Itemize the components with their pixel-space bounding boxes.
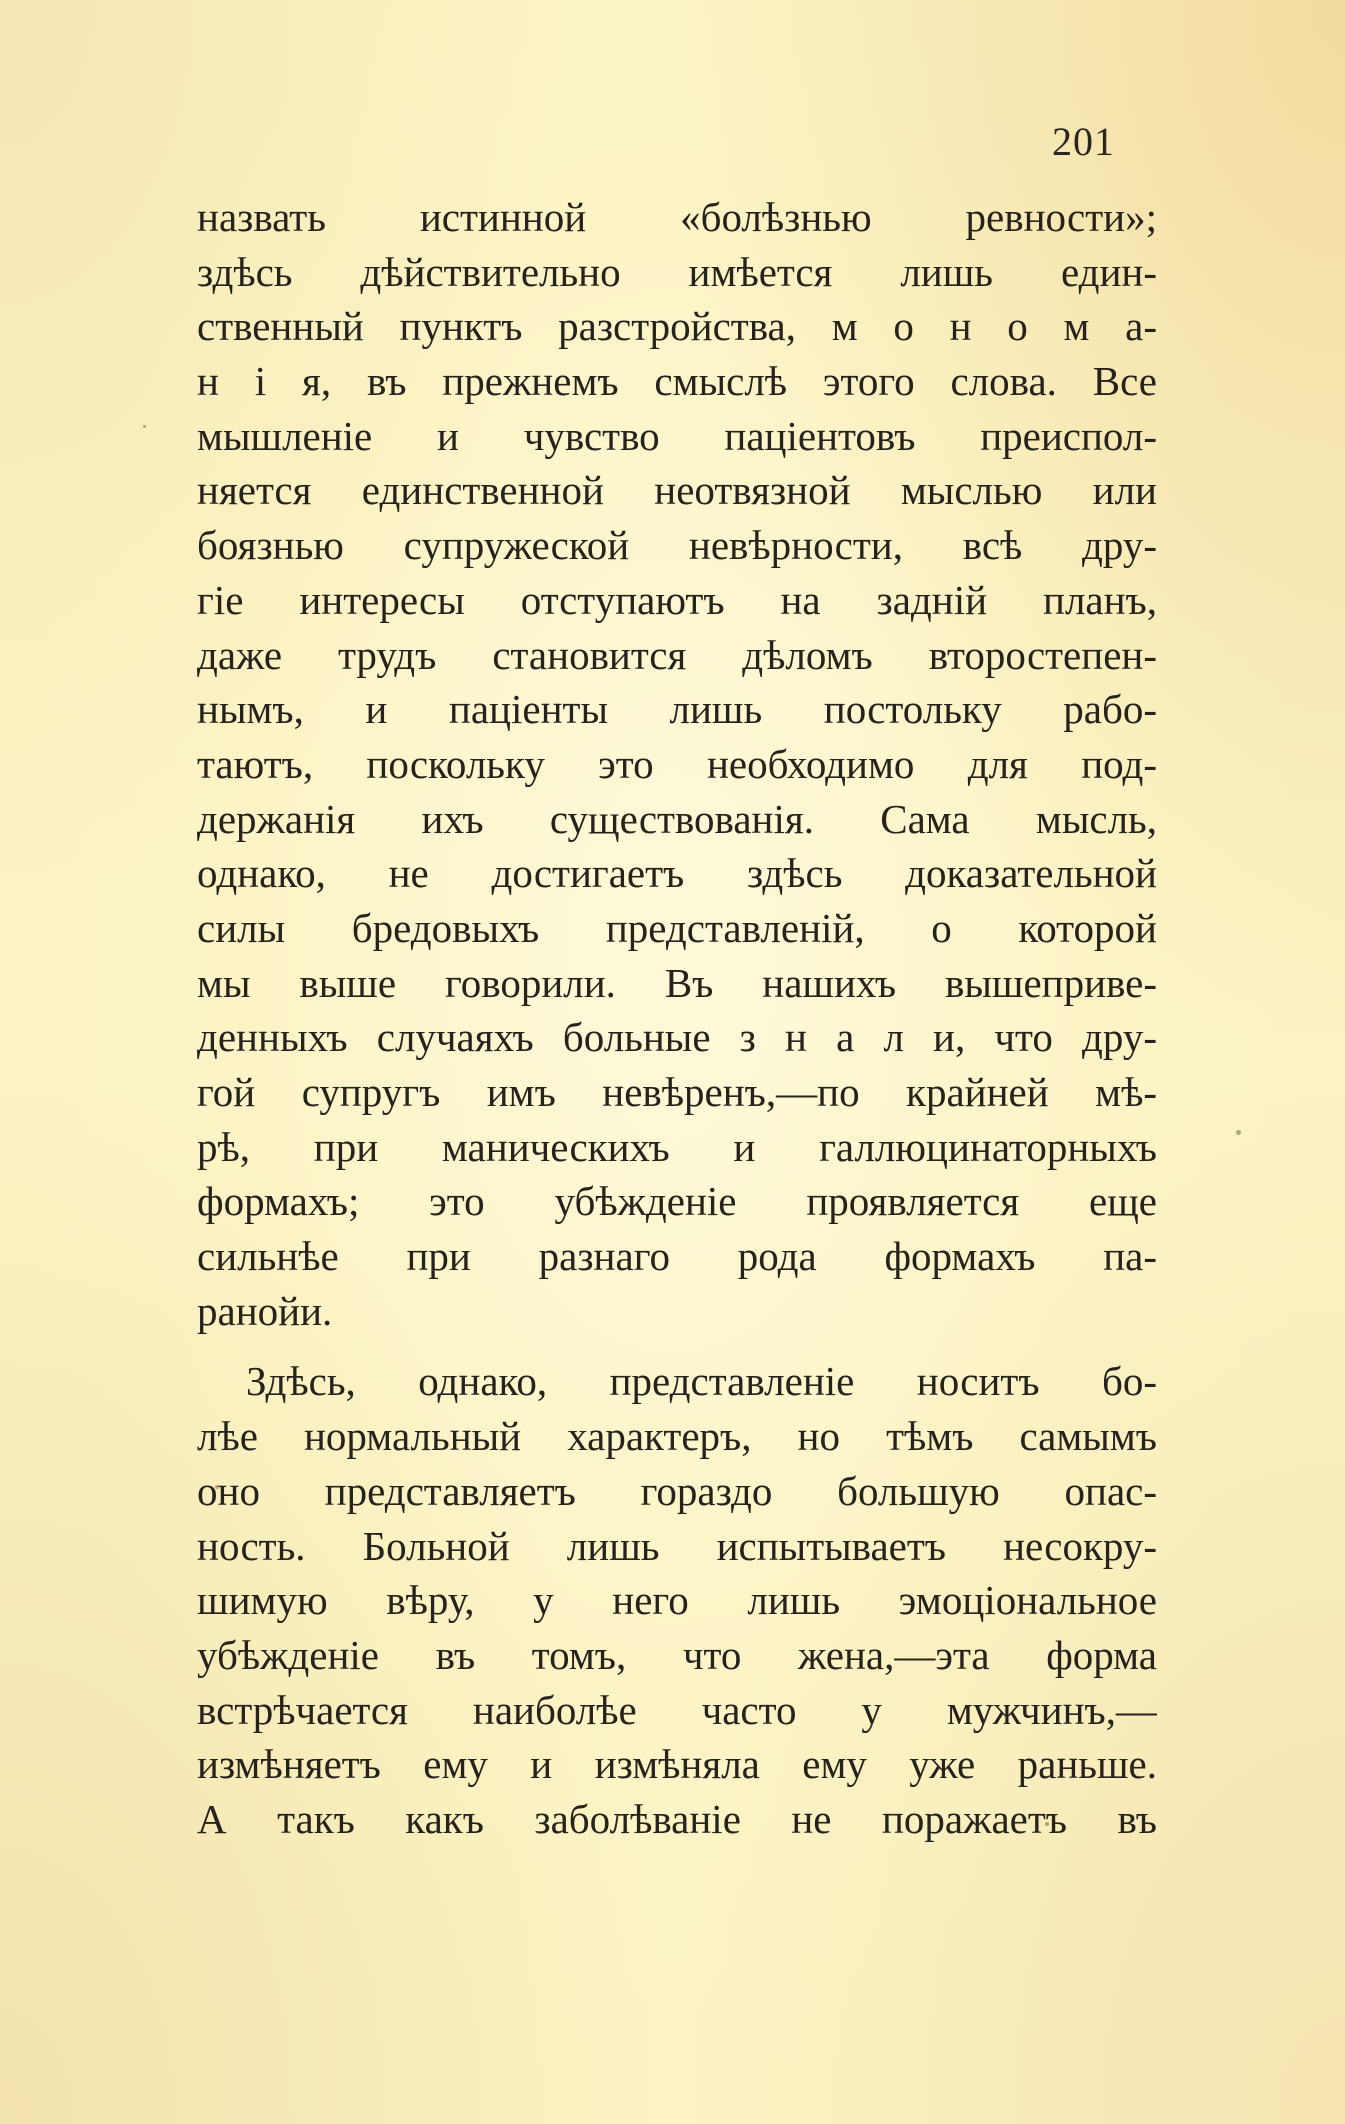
text-line: шимую вѣру, у него лишь эмоціональное bbox=[197, 1577, 1157, 1624]
body-text bbox=[197, 190, 1157, 1847]
text-line: держанія ихъ существованія. Сама мысль, bbox=[197, 795, 1157, 842]
text-line: нымъ, и паціенты лишь постольку рабо- bbox=[197, 686, 1157, 733]
text-line: здѣсь дѣйствительно имѣется лишь един- bbox=[197, 248, 1157, 295]
text-line: сильнѣе при разнаго рода формахъ па- bbox=[197, 1233, 1157, 1280]
text-line: гіе интересы отступаютъ на задній планъ, bbox=[197, 576, 1157, 623]
text-line: силы бредовыхъ представленій, о которой bbox=[197, 904, 1157, 951]
text-line: боязнью супружеской невѣрности, всѣ дру- bbox=[197, 522, 1157, 569]
text-line: няется единственной неотвязной мыслью или bbox=[197, 467, 1157, 514]
text-line: даже трудъ становится дѣломъ второстепен- bbox=[197, 631, 1157, 678]
text-line: А такъ какъ заболѣваніе не поражаетъ въ bbox=[197, 1795, 1157, 1842]
text-line: гой супругъ имъ невѣренъ,—по крайней мѣ- bbox=[197, 1069, 1157, 1115]
text-line: лѣе нормальный характеръ, но тѣмъ самымъ bbox=[197, 1413, 1157, 1460]
text-line: денныхъ случаяхъ больные з н а л и, что дру- bbox=[197, 1014, 1157, 1061]
paper-speck bbox=[1045, 1822, 1049, 1826]
paragraph-end-line: ранойи. bbox=[197, 1287, 333, 1334]
paper-speck bbox=[1236, 1130, 1241, 1135]
text-line: ственный пунктъ разстройства, м о н о м а- bbox=[197, 303, 1157, 350]
text-line: убѣжденіе въ томъ, что жена,—эта форма bbox=[197, 1631, 1157, 1678]
text-line: однако, не достигаетъ здѣсь доказательной bbox=[197, 850, 1157, 897]
paper-speck bbox=[143, 425, 146, 428]
text-line: ность. Больной лишь испытываетъ несокру- bbox=[197, 1522, 1157, 1569]
text-line: таютъ, поскольку это необходимо для под- bbox=[197, 740, 1157, 787]
text-line: рѣ, при маническихъ и галлюцинаторныхъ bbox=[197, 1123, 1157, 1170]
text-line: назвать истинной «болѣзнью ревности»; bbox=[197, 194, 1157, 240]
text-line: н і я, въ прежнемъ смыслѣ этого слова. Все bbox=[197, 358, 1157, 405]
paragraph-gap bbox=[197, 1338, 1157, 1354]
text-line: мы выше говорили. Въ нашихъ вышеприве- bbox=[197, 959, 1157, 1006]
text-line: измѣняетъ ему и измѣняла ему уже раньше. bbox=[197, 1741, 1157, 1788]
text-line: оно представляетъ гораздо большую опас- bbox=[197, 1467, 1157, 1514]
paper-speck bbox=[215, 1485, 219, 1489]
paragraph-start-line: Здѣсь, однако, представленіе носитъ бо- bbox=[246, 1358, 1157, 1405]
page-number: 201 bbox=[1052, 119, 1115, 164]
text-line: формахъ; это убѣжденіе проявляется еще bbox=[197, 1178, 1157, 1225]
text-line: встрѣчается наиболѣе часто у мужчинъ,— bbox=[197, 1686, 1157, 1733]
text-line: мышленіе и чувство паціентовъ преиспол- bbox=[197, 412, 1157, 459]
